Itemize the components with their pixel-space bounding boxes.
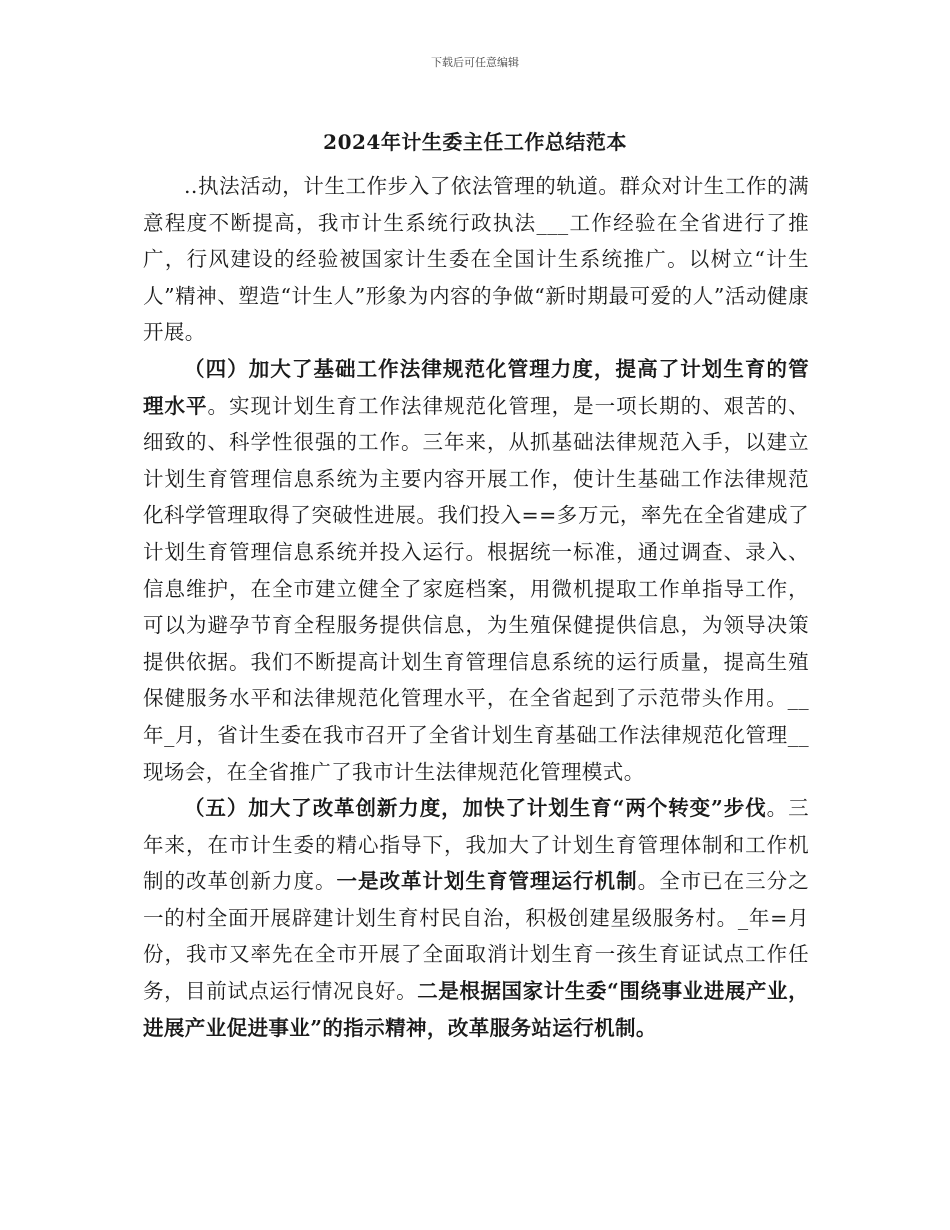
point-2-heading: 二是根据国家计生委“围绕事业进展产业，进展产业促进事业”的指示精神，改革服务站运行机制。 bbox=[143, 979, 810, 1040]
document-title: 2024年计生委主任工作总结范本 bbox=[323, 130, 627, 154]
paragraph-section-4 bbox=[143, 351, 809, 790]
paragraph-text: 。全市已在三分之一的村全面开展辟建计划生育村民自治，积极创建星级服务村。_年=月份，我市又率先在全市开展了全面取消计划生育一孩生育证试点工作任务，目前试点运行情况良好。 bbox=[143, 869, 809, 1004]
section-4-heading: （四）加大了基础工作法律规范化管理力度，提高了计划生育的管理水平 bbox=[143, 356, 809, 418]
section-5-heading: （五）加大了改革创新力度，加快了计划生育“两个转变”步伐 bbox=[184, 796, 767, 821]
paragraph-text: 。实现计划生育工作法律规范化管理，是一项长期的、艰苦的、细致的、科学性很强的工作。三年来，从抓基础法律规范入手，以建立计划生育管理信息系统为主要内容开展工作，使计生基础工作法律规范化科学管理取得了突破性进展。我们投入==多万元，率先在全省建成了计划生育管理信息系统并投入运行。根据统一标准，通过调查、录入、信息维护，在全市建立健全了家庭档案，用微机提取工作单指导工作，可以为避孕节育全程服务提供信息，为生殖保健提供信息，为领导决策提供依据。我们不断提高计划生育管理信息系统的运行质量，提高生殖保健服务水平和法律规范化管理水平，在全省起到了示范带头作用。__年_月，省计生委在我市召开了全省计划生育基础工作法律规范化管理__现场会，在全省推广了我市计生法律规范化管理模式。 bbox=[143, 393, 809, 784]
page-header-note: 下载后可任意编辑 bbox=[431, 56, 519, 69]
paragraph-intro bbox=[143, 168, 809, 351]
paragraph-text: 。三年来，在市计生委的精心指导下，我加大了计划生育管理体制和工作机制的改革创新力度。 bbox=[143, 796, 809, 894]
document-body bbox=[143, 168, 809, 1046]
paragraph-section-5 bbox=[143, 790, 809, 1046]
point-1-heading: 一是改革计划生育管理运行机制 bbox=[336, 869, 638, 894]
paragraph-text: ..执法活动，计生工作步入了依法管理的轨道。群众对计生工作的满意程度不断提高，我市计生系统行政执法___工作经验在全省进行了推广，行风建设的经验被国家计生委在全国计生系统推广。以树立“计生人”精神、塑造“计生人”形象为内容的争做“新时期最可爱的人”活动健康开展。 bbox=[143, 174, 809, 345]
